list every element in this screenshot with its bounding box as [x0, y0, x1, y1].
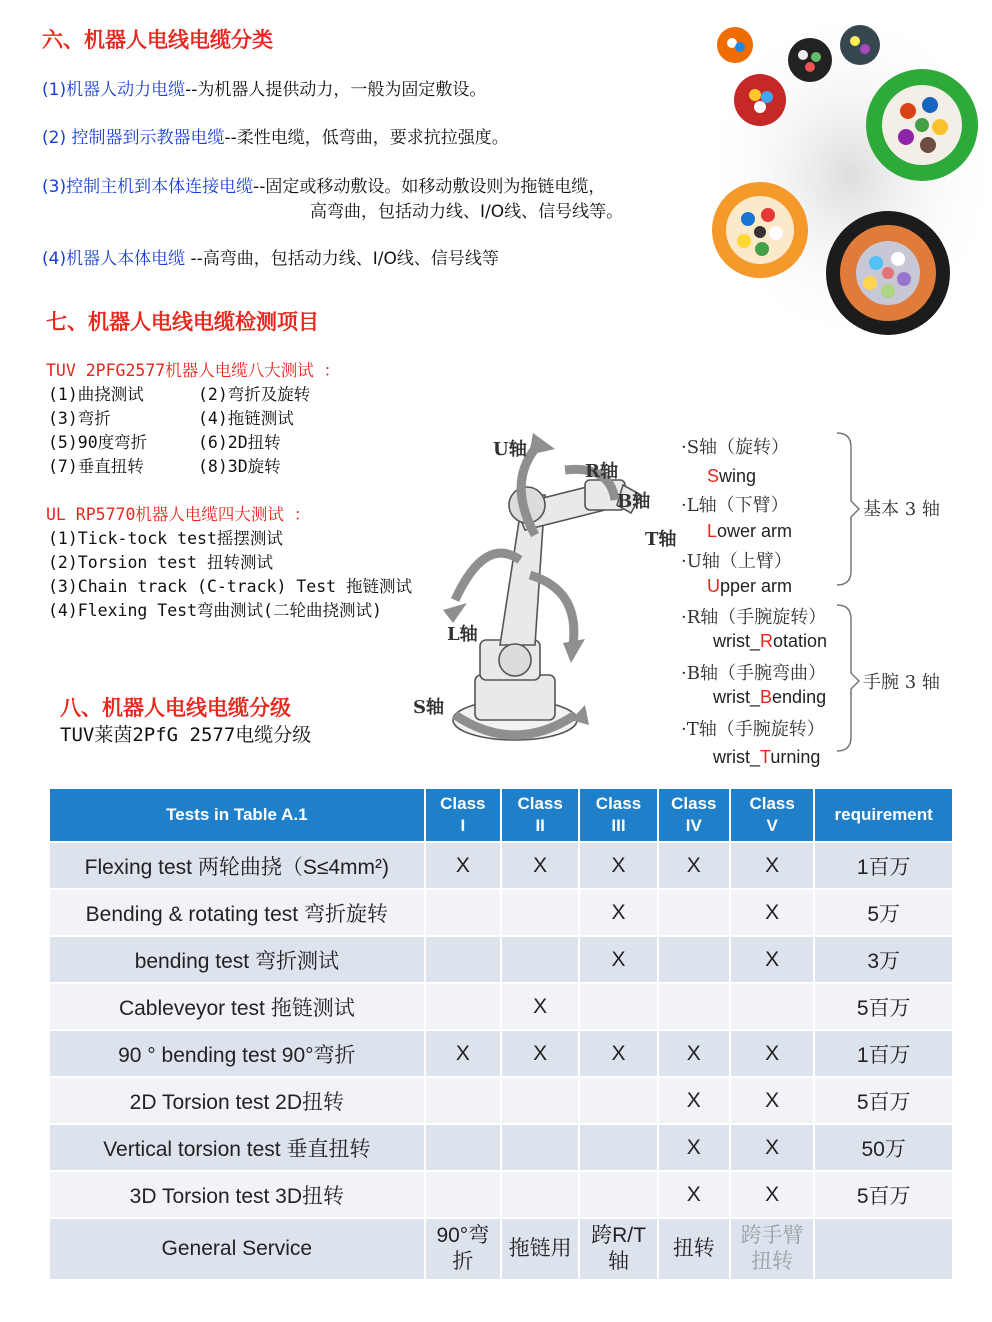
- tuv-test-item: (3)弯折: [48, 409, 111, 428]
- cable-green: [866, 69, 978, 181]
- axis-b-en: wrist_Bending: [713, 687, 827, 707]
- requirement-value: 1百万: [815, 843, 952, 888]
- class-mark: [502, 1125, 578, 1170]
- brace-wrist: [837, 605, 859, 751]
- requirement-value: [815, 1219, 952, 1279]
- u-axis-label: U轴: [493, 439, 527, 460]
- axis-r-cn: ·R轴（手腕旋转）: [681, 607, 827, 628]
- class-mark: [659, 890, 729, 935]
- class-mark: X: [731, 1078, 813, 1123]
- class-mark: X: [580, 1031, 656, 1076]
- robot-illustration: [453, 480, 641, 740]
- header-class-1: Class I: [426, 789, 500, 841]
- class-mark: X: [731, 1172, 813, 1217]
- requirement-value: 5百万: [815, 1172, 952, 1217]
- class-mark: [502, 1172, 578, 1217]
- class-mark: [502, 937, 578, 982]
- table-header-row: [50, 789, 952, 841]
- class-mark: X: [659, 1031, 729, 1076]
- test-name: 3D Torsion test 3D扭转: [50, 1172, 424, 1217]
- class-mark: X: [731, 843, 813, 888]
- axis-legend: [681, 437, 827, 768]
- l-axis-label: L轴: [447, 624, 478, 645]
- class-mark: [659, 937, 729, 982]
- test-name: Vertical torsion test 垂直扭转: [50, 1125, 424, 1170]
- tuv-tests-title: TUV 2PFG2577机器人电缆八大测试 ：: [46, 361, 341, 380]
- tuv-test-item: (4)拖链测试: [198, 409, 294, 428]
- class-mark: X: [426, 1031, 500, 1076]
- header-class-3: Class III: [580, 789, 656, 841]
- axis-b-cn: ·B轴（手腕弯曲）: [681, 663, 826, 684]
- header-class-5: Class V: [731, 789, 813, 841]
- class-mark: [426, 890, 500, 935]
- cable-item-1: [42, 75, 486, 100]
- axis-r-en: wrist_Rotation: [713, 631, 828, 651]
- t-axis-label: T轴: [645, 529, 677, 550]
- class-mark: [426, 1125, 500, 1170]
- test-name: 2D Torsion test 2D扭转: [50, 1078, 424, 1123]
- class-mark: X: [731, 890, 813, 935]
- class-mark: X: [502, 1031, 578, 1076]
- class-mark: X: [502, 984, 578, 1029]
- table-row: [50, 1078, 952, 1123]
- general-service-label: General Service: [50, 1219, 424, 1279]
- group-wrist-label: 手腕 3 轴: [863, 672, 940, 693]
- ul-test-item: (3)Chain track (C-track) Test 拖链测试: [48, 577, 413, 596]
- service-value: 跨R/T 轴: [580, 1219, 656, 1279]
- header-requirement: requirement: [815, 789, 952, 841]
- requirement-value: 1百万: [815, 1031, 952, 1076]
- class-mark: X: [659, 843, 729, 888]
- table-row: [50, 1031, 952, 1076]
- axis-s-en: Swing: [707, 466, 757, 486]
- class-mark: X: [731, 1031, 813, 1076]
- ul-tests-title: UL RP5770机器人电缆四大测试 ：: [46, 505, 311, 524]
- tuv-test-item: (6)2D扭转: [198, 433, 281, 452]
- requirement-value: 3万: [815, 937, 952, 982]
- test-name: bending test 弯折测试: [50, 937, 424, 982]
- requirement-value: 50万: [815, 1125, 952, 1170]
- cable-item-desc: --高弯曲，包括动力线、I/O线、信号线等: [190, 249, 499, 269]
- class-mark: [502, 890, 578, 935]
- section7-title: 七、机器人电线电缆检测项目: [46, 310, 319, 334]
- cable-item-label: (1)机器人动力电缆: [42, 80, 186, 100]
- class-mark: [426, 1078, 500, 1123]
- test-name: Cableveyor test 拖链测试: [50, 984, 424, 1029]
- table-row: [50, 984, 952, 1029]
- axis-t-en: wrist_Turning: [713, 747, 821, 767]
- class-mark: [731, 984, 813, 1029]
- class-mark: X: [659, 1078, 729, 1123]
- axis-t-cn: ·T轴（手腕旋转）: [681, 719, 825, 740]
- cable-cross-section-image: [700, 5, 992, 345]
- class-mark: X: [502, 843, 578, 888]
- class-mark: X: [659, 1172, 729, 1217]
- cable-item-label: (4)机器人本体电缆: [42, 249, 191, 269]
- table-row: [50, 843, 952, 888]
- requirement-value: 5万: [815, 890, 952, 935]
- tuv-test-item: (2)弯折及旋转: [198, 385, 311, 404]
- cable-item-2: [42, 123, 509, 148]
- class-mark: X: [731, 937, 813, 982]
- class-mark: [426, 1172, 500, 1217]
- cable-item-3: [42, 172, 605, 197]
- cable-item-label: (3)控制主机到本体连接电缆: [42, 177, 254, 197]
- table-row: [50, 1125, 952, 1170]
- class-mark: X: [731, 1125, 813, 1170]
- class-mark: [580, 1125, 656, 1170]
- axis-s-cn: ·S轴（旋转）: [681, 437, 790, 458]
- section6-title: 六、机器人电线电缆分类: [42, 28, 273, 52]
- tuv-test-item: (8)3D旋转: [198, 457, 281, 476]
- brace-basic: [837, 433, 859, 585]
- header-class-4: Class IV: [659, 789, 729, 841]
- s-axis-label: S轴: [413, 697, 444, 718]
- cable-item-desc: --柔性电缆，低弯曲，要求抗拉强度。: [224, 128, 509, 148]
- header-class-2: Class II: [502, 789, 578, 841]
- class-mark: [502, 1078, 578, 1123]
- section8-title: 八、机器人电线电缆分级: [60, 696, 291, 720]
- b-axis-label: B轴: [617, 491, 651, 512]
- class-mark: X: [426, 843, 500, 888]
- tuv-test-item: (5)90度弯折: [48, 433, 148, 452]
- r-axis-label: R轴: [585, 461, 618, 482]
- ul-test-item: (4)Flexing Test弯曲测试(二轮曲挠测试): [48, 601, 382, 620]
- test-name: 90 ° bending test 90°弯折: [50, 1031, 424, 1076]
- class-mark: [580, 1172, 656, 1217]
- class-mark: X: [580, 843, 656, 888]
- class-mark: X: [659, 1125, 729, 1170]
- cable-item-4: [42, 244, 499, 269]
- cable-orange: [712, 182, 808, 278]
- cable-item-desc: --固定或移动敷设。如移动敷设则为拖链电缆，: [253, 177, 606, 197]
- service-value: 扭转: [659, 1219, 729, 1279]
- table-row: [50, 1172, 952, 1217]
- class-mark: X: [580, 937, 656, 982]
- service-value: 跨手臂 扭转: [731, 1219, 813, 1279]
- robot-axes-diagram: [405, 425, 992, 775]
- section8-subtitle: TUV莱茵2PfG 2577电缆分级: [60, 724, 312, 746]
- requirement-value: 5百万: [815, 984, 952, 1029]
- general-service-row: [50, 1219, 952, 1279]
- cable-item-3-cont: 高弯曲，包括动力线、I/O线、信号线等。: [310, 202, 624, 222]
- ul-test-item: (2)Torsion test 扭转测试: [48, 553, 273, 572]
- cable-black: [826, 211, 950, 335]
- tuv-test-item: (1)曲挠测试: [48, 385, 144, 404]
- cable-item-desc: --为机器人提供动力，一般为固定敷设。: [185, 80, 487, 100]
- table-row: [50, 890, 952, 935]
- group-basic-label: 基本 3 轴: [863, 499, 940, 520]
- axis-l-en: Lower arm: [707, 521, 793, 541]
- class-mark: [580, 984, 656, 1029]
- table-row: [50, 937, 952, 982]
- cable-class-table: [48, 787, 954, 1281]
- class-mark: [426, 984, 500, 1029]
- service-value: 拖链用: [502, 1219, 578, 1279]
- class-mark: [580, 1078, 656, 1123]
- service-value: 90°弯 折: [426, 1219, 500, 1279]
- class-mark: [659, 984, 729, 1029]
- requirement-value: 5百万: [815, 1078, 952, 1123]
- ul-test-item: (1)Tick-tock test摇摆测试: [48, 529, 283, 548]
- cable-item-label: (2) 控制器到示教器电缆: [42, 128, 225, 148]
- header-tests: Tests in Table A.1: [50, 789, 424, 841]
- tuv-test-item: (7)垂直扭转: [48, 457, 144, 476]
- test-name: Flexing test 两轮曲挠（S≤4mm²): [50, 843, 424, 888]
- test-name: Bending & rotating test 弯折旋转: [50, 890, 424, 935]
- axis-l-cn: ·L轴（下臂）: [681, 495, 789, 516]
- axis-u-en: Upper arm: [707, 576, 793, 596]
- class-mark: X: [580, 890, 656, 935]
- axis-u-cn: ·U轴（上臂）: [681, 551, 792, 572]
- class-mark: [426, 937, 500, 982]
